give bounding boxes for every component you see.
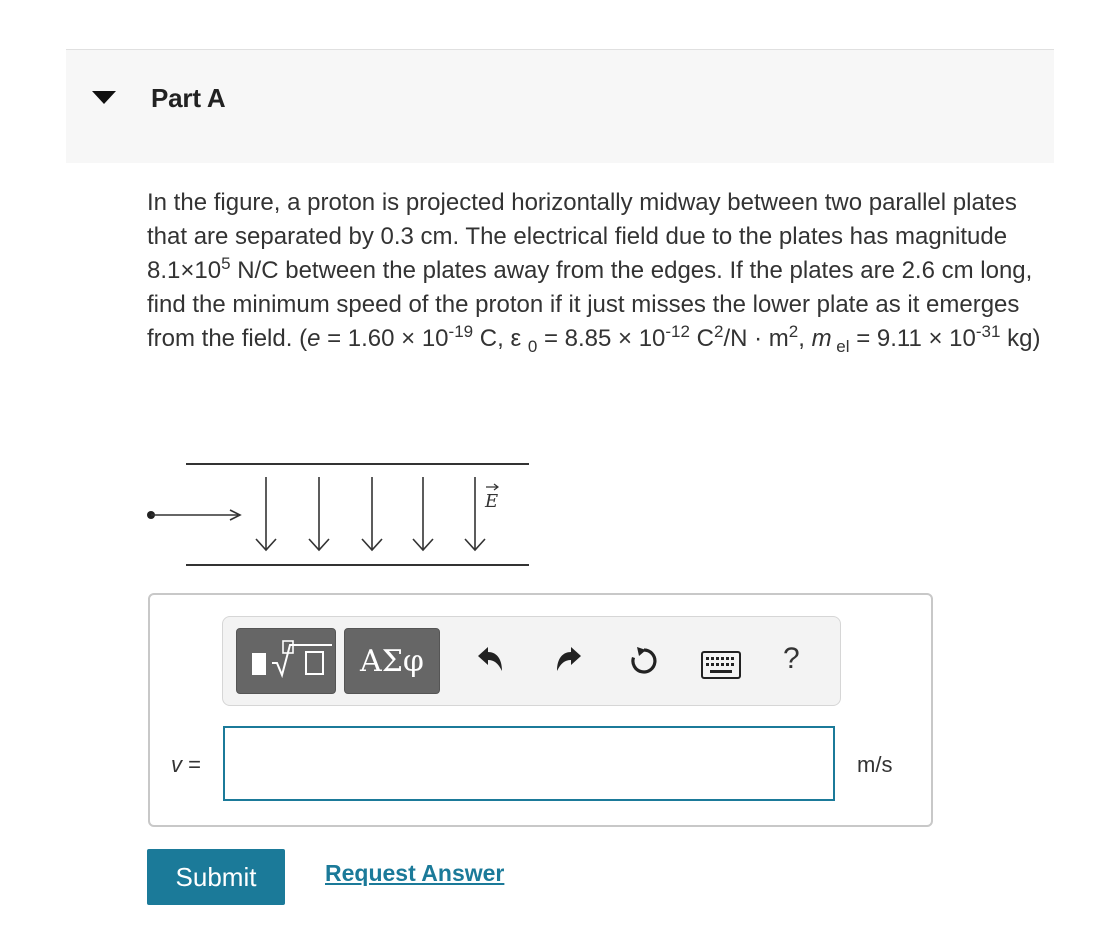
submit-button[interactable]: Submit [147,849,285,905]
keyboard-icon[interactable] [701,651,741,679]
field-label: E [485,491,499,512]
reset-icon[interactable] [627,644,661,678]
undo-icon[interactable] [474,643,506,675]
field-arrows [256,477,485,550]
unit-label: m/s [857,752,893,777]
greek-symbols-button[interactable]: ΑΣφ [344,628,440,694]
part-title: Part A [151,83,226,113]
help-button[interactable]: ? [783,642,800,675]
variable-label: v = [171,752,201,777]
templates-button[interactable] [236,628,336,694]
answer-input[interactable] [223,726,835,801]
field-vector-arrow-icon [486,484,498,490]
collapse-triangle-icon[interactable] [92,91,116,104]
parallel-plates-figure [140,455,540,575]
templates-icon [237,629,337,695]
request-answer-link[interactable]: Request Answer [325,860,505,886]
problem-statement: In the figure, a proton is projected horizontally midway between two parallel plates that are separated by 0.3 cm. The electrical field due to the plates has magnitude $8.1\times 10^5$ N/C between the plates away from the edges. If the plates are 2.6 cm long, find the minimum speed of the proton if it just misses the lower plate as it emerges from the field. ($e = 1.60 \times 10^{-19}$ C, ε $_0 = 8.85 \times 10^{-12}$ $C^2/N \cdot m^2$, m $_{el} = 9.11 \times 10^{-31}$ kg) [147,189,1041,356]
redo-icon[interactable] [553,643,585,675]
